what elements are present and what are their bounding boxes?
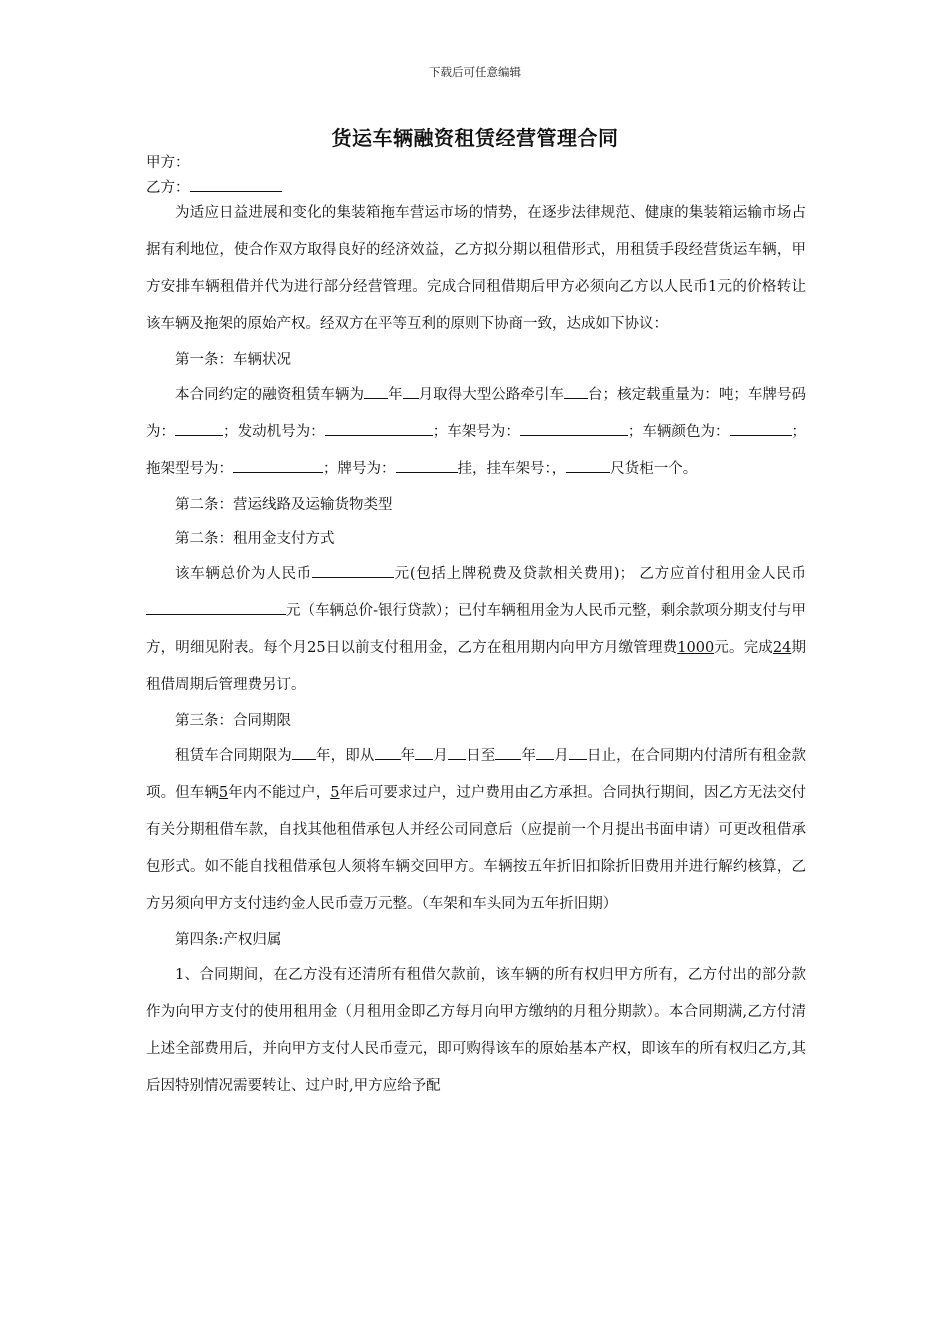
party-b-blank <box>190 176 282 192</box>
preamble-paragraph: 为适应日益进展和变化的集装箱拖车营运市场的情势，在逐步法律规范、健康的集装箱运输市场占据有利地位，使合作双方取得良好的经济效益，乙方拟分期以租借形式，用租赁手段经营货运车辆，甲方安排车辆租借并代为进行部分经营管理。完成合同租借期后甲方必须向乙方以人民币1元的价格转让该车辆及拖架的原始产权。经双方在平等互利的原则下协商一致，达成如下协议： <box>146 205 806 332</box>
article-4-title: 第四条:产权归属 <box>175 932 282 948</box>
term-paragraph: 租赁车合同期限为 年，即从 年 月 日至 年 月 日止，在合同期内付清所有租金款项。但车辆5年内不能过户，5年后可要求过户，过户费用由乙方承担。合同执行期间，因乙方无法交付有关分期租借车款，自找其他租借承包人并经公司同意后（应提前一个月提出书面申请）可更改租借承包形式。如不能自找租借承包人须将车辆交回甲方。车辆按五年折旧扣除折旧费用并进行解约核算，乙方另须向甲方支付违约金人民币壹万元整。（车架和车头同为五年折旧期） <box>146 738 806 923</box>
article-2b-title: 第二条：租用金支付方式 <box>175 531 335 547</box>
no-transfer-years: 5 <box>218 785 229 801</box>
lease-periods: 24 <box>772 640 792 656</box>
article-2-title: 第二条：营运线路及运输货物类型 <box>175 497 393 513</box>
payment-paragraph: 该车辆总价为人民币 元(包括上牌税费及贷款相关费用)； 乙方应首付租用金人民币元（车辆总价-银行贷款）；已付车辆租用金为人民币元整，剩余款项分期支付与甲方，明细见附表。每个月25日以前支付租用金，乙方在租用期内向甲方月缴管理费1000元。完成24期租借周期后管理费另订。 <box>146 556 806 704</box>
header-note: 下载后可任意编辑 <box>429 65 521 79</box>
party-a-label: 甲方： <box>146 155 190 171</box>
article-1-title: 第一条：车辆状况 <box>175 352 291 368</box>
article-3-title: 第三条：合同期限 <box>175 713 291 729</box>
article-4-paragraph-1: 1、合同期间，在乙方没有还清所有租借欠款前，该车辆的所有权归甲方所有，乙方付出的部分款作为向甲方支付的使用租用金（月租用金即乙方每月向甲方缴纳的月租分期款）。本合同期满,乙方付清上述全部费用后，并向甲方支付人民币壹元，即可购得该车的原始基本产权，即该车的所有权归乙方,其后因特别情况需要转让、过户时,甲方应给予配 <box>146 967 806 1094</box>
contract-body <box>146 195 806 1105</box>
contract-title: 货运车辆融资租赁经营管理合同 <box>331 126 619 150</box>
party-b-label: 乙方： <box>146 180 190 197</box>
transfer-after-years: 5 <box>330 785 340 801</box>
party-a-line <box>146 152 190 174</box>
management-fee: 1000 <box>677 640 715 656</box>
article-1-paragraph: 本合同约定的融资租赁车辆为 年 月取得大型公路牵引车 台；核定载重量为：吨；车牌号码为： ；发动机号为： ；车架号为： ；车辆颜色为： ；拖架型号为： ；牌号为： 挂，挂车架号：， 尺货柜一个。 <box>146 377 806 488</box>
